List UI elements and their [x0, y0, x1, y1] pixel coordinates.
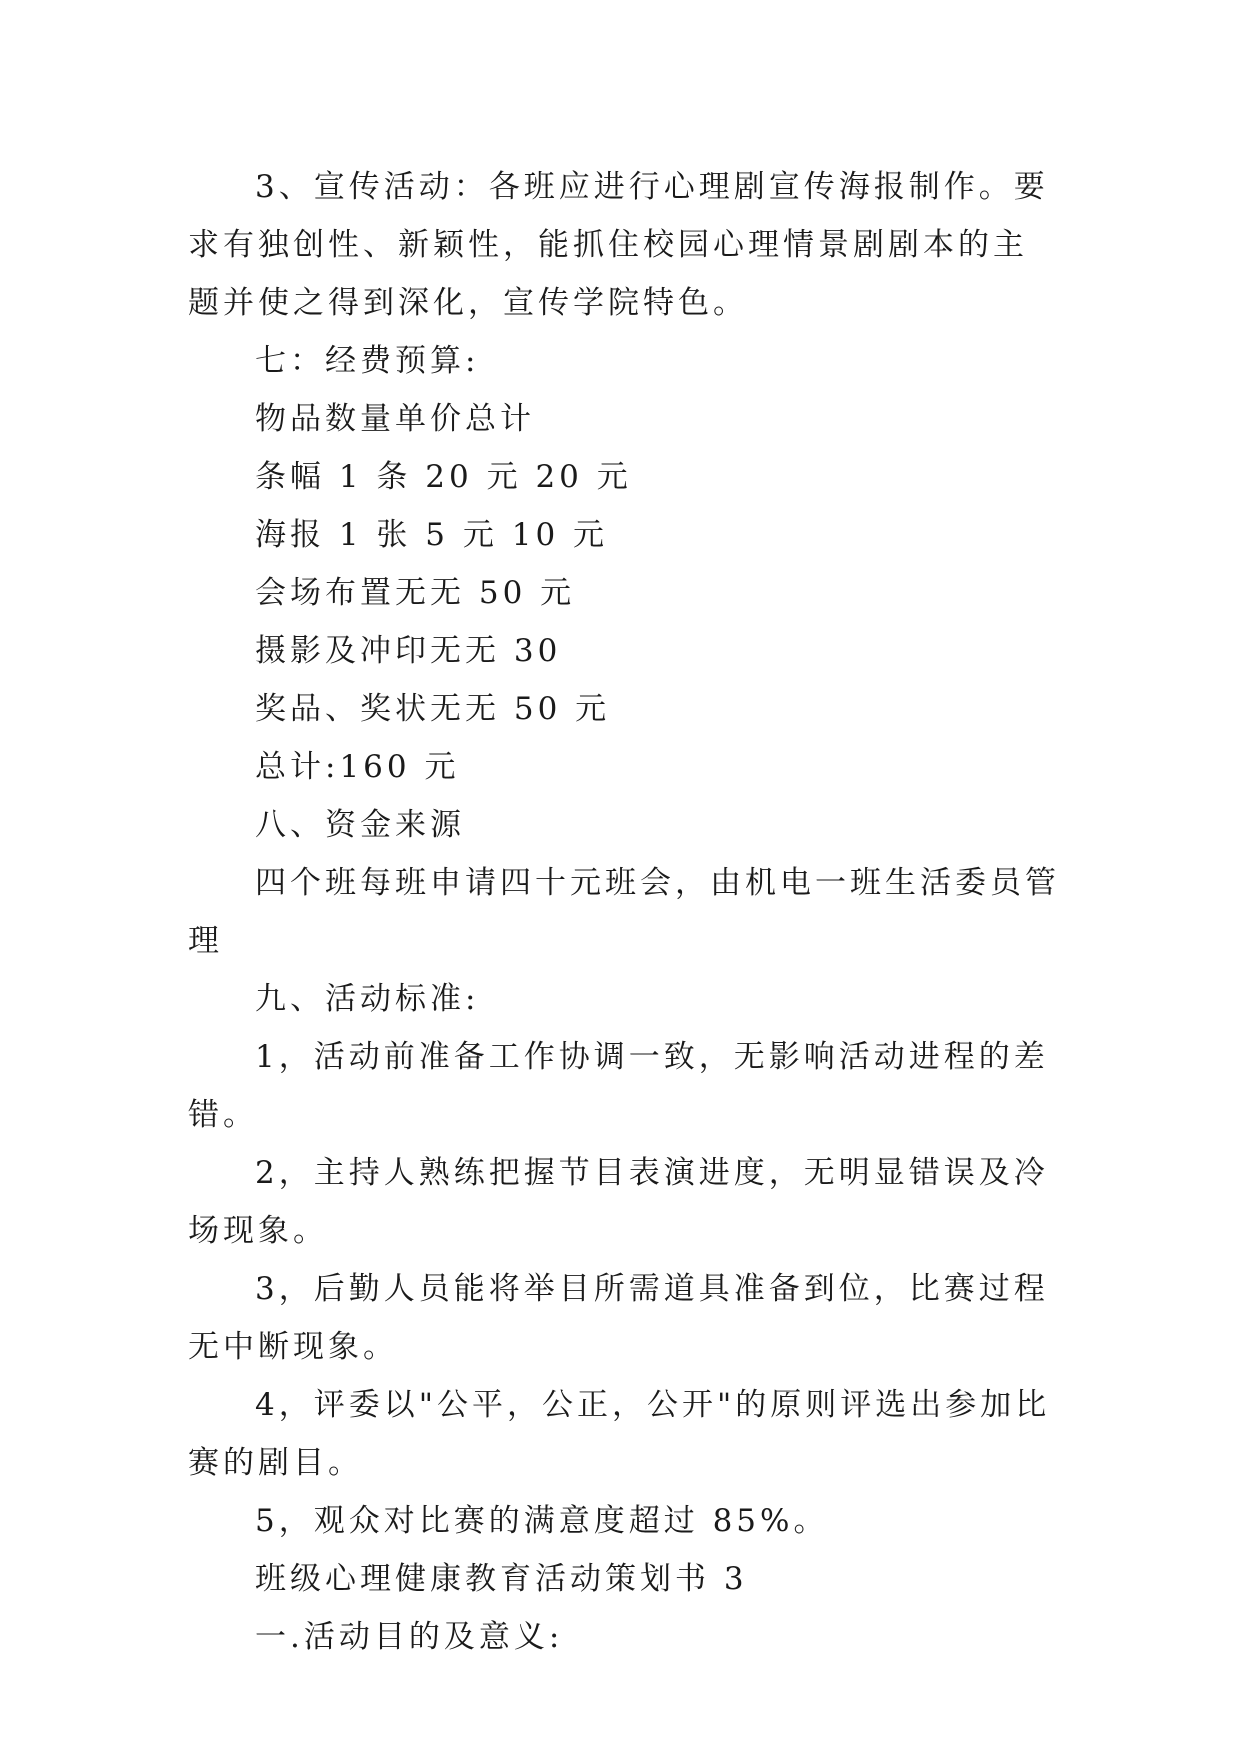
budget-row-venue: 会场布置无无 50 元	[255, 575, 576, 611]
budget-row-banner: 条幅 1 条 20 元 20 元	[255, 459, 632, 495]
heading-activity-standards: 九、活动标准:	[255, 981, 480, 1017]
budget-total: 总计:160 元	[255, 749, 460, 785]
heading-purpose-significance: 一.活动目的及意义:	[255, 1619, 564, 1655]
heading-funding-source: 八、资金来源	[255, 807, 465, 843]
budget-row-prizes: 奖品、奖状无无 50 元	[255, 691, 611, 727]
document-body	[188, 158, 1060, 1666]
paragraph-funding-source: 四个班每班申请四十元班会，由机电一班生活委员管理	[188, 865, 1060, 959]
standard-item-3: 3，后勤人员能将举目所需道具准备到位，比赛过程无中断现象。	[188, 1271, 1049, 1365]
standard-item-5: 5，观众对比赛的满意度超过 85%。	[255, 1503, 829, 1539]
standard-item-4: 4，评委以"公平，公正，公开"的原则评选出参加比赛的剧目。	[188, 1387, 1051, 1481]
paragraph-publicity-activity: 3、宣传活动：各班应进行心理剧宣传海报制作。要求有独创性、新颖性，能抓住校园心理情景剧剧本的主题并使之得到深化，宣传学院特色。	[188, 169, 1049, 321]
budget-header-row: 物品数量单价总计	[255, 401, 535, 437]
budget-row-poster: 海报 1 张 5 元 10 元	[255, 517, 609, 553]
standard-item-1: 1，活动前准备工作协调一致，无影响活动进程的差错。	[188, 1039, 1049, 1133]
standard-item-2: 2，主持人熟练把握节目表演进度，无明显错误及冷场现象。	[188, 1155, 1049, 1249]
section-title-plan-3: 班级心理健康教育活动策划书 3	[255, 1561, 748, 1597]
budget-row-photography: 摄影及冲印无无 30	[255, 633, 562, 669]
heading-budget: 七：经费预算:	[255, 343, 480, 379]
